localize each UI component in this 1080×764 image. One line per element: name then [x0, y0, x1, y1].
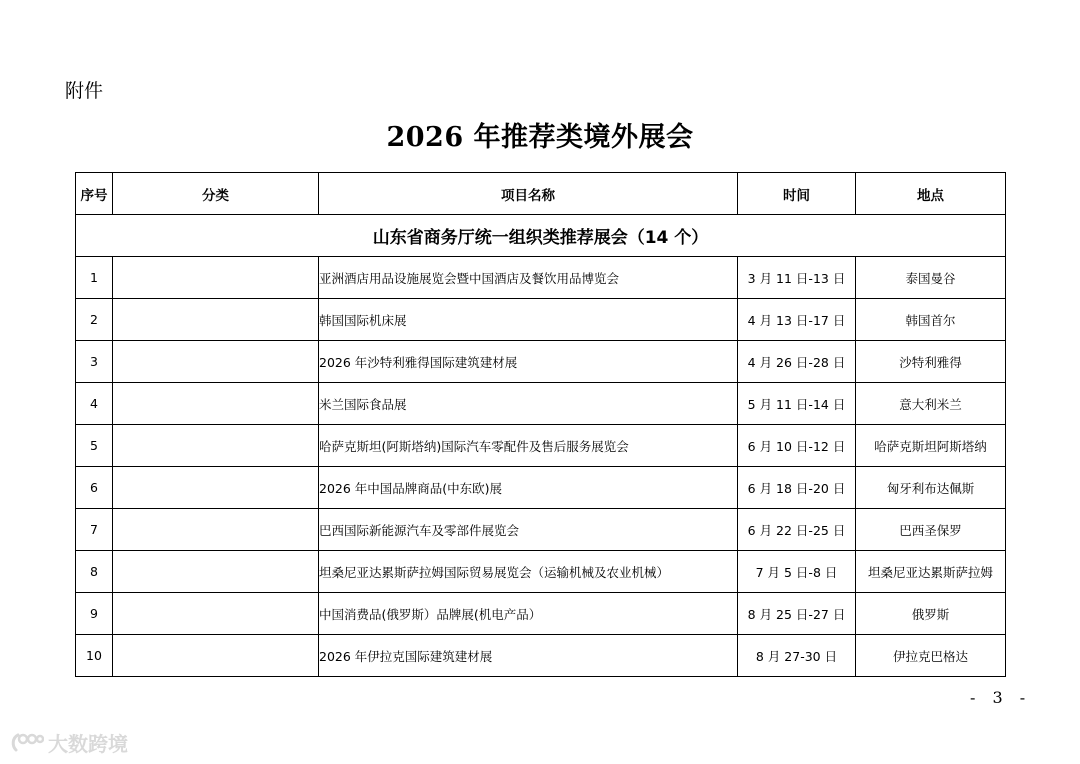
row-time: 6 月 18 日-20 日 — [738, 467, 856, 509]
table-row — [76, 551, 1006, 593]
row-place: 伊拉克巴格达 — [856, 635, 1006, 677]
table-row — [76, 509, 1006, 551]
section-title: 山东省商务厅统一组织类推荐展会（14 个） — [76, 215, 1006, 257]
row-time: 5 月 11 日-14 日 — [738, 383, 856, 425]
row-time: 3 月 11 日-13 日 — [738, 257, 856, 299]
row-place: 坦桑尼亚达累斯萨拉姆 — [856, 551, 1006, 593]
row-category — [113, 425, 319, 467]
row-category — [113, 593, 319, 635]
row-time: 8 月 27-30 日 — [738, 635, 856, 677]
row-place: 意大利米兰 — [856, 383, 1006, 425]
document-title: 2026 年推荐类境外展会 — [386, 122, 694, 153]
table-row — [76, 257, 1006, 299]
row-category — [113, 299, 319, 341]
row-project-name: 韩国国际机床展 — [319, 299, 738, 341]
header-no: 序号 — [76, 173, 113, 215]
row-number: 6 — [76, 467, 113, 509]
row-category — [113, 551, 319, 593]
row-number: 9 — [76, 593, 113, 635]
section-row — [76, 215, 1006, 257]
row-time: 6 月 22 日-25 日 — [738, 509, 856, 551]
row-number: 4 — [76, 383, 113, 425]
exhibition-table — [75, 172, 1006, 677]
row-place: 沙特利雅得 — [856, 341, 1006, 383]
header-time: 时间 — [738, 173, 856, 215]
header-place: 地点 — [856, 173, 1006, 215]
row-place: 韩国首尔 — [856, 299, 1006, 341]
row-project-name: 哈萨克斯坦(阿斯塔纳)国际汽车零配件及售后服务展览会 — [319, 425, 738, 467]
row-number: 2 — [76, 299, 113, 341]
row-place: 泰国曼谷 — [856, 257, 1006, 299]
row-number: 10 — [76, 635, 113, 677]
table-row — [76, 635, 1006, 677]
watermark — [10, 728, 128, 757]
row-project-name: 2026 年中国品牌商品(中东欧)展 — [319, 467, 738, 509]
header-name: 项目名称 — [319, 173, 738, 215]
row-category — [113, 383, 319, 425]
table-row — [76, 299, 1006, 341]
row-category — [113, 257, 319, 299]
row-place: 俄罗斯 — [856, 593, 1006, 635]
row-project-name: 坦桑尼亚达累斯萨拉姆国际贸易展览会（运输机械及农业机械） — [319, 551, 738, 593]
row-time: 4 月 13 日-17 日 — [738, 299, 856, 341]
table-row — [76, 467, 1006, 509]
row-time: 6 月 10 日-12 日 — [738, 425, 856, 467]
row-place: 哈萨克斯坦阿斯塔纳 — [856, 425, 1006, 467]
bigdata-logo-icon — [10, 730, 44, 756]
row-time: 8 月 25 日-27 日 — [738, 593, 856, 635]
row-project-name: 亚洲酒店用品设施展览会暨中国酒店及餐饮用品博览会 — [319, 257, 738, 299]
row-place: 巴西圣保罗 — [856, 509, 1006, 551]
row-category — [113, 509, 319, 551]
row-project-name: 巴西国际新能源汽车及零部件展览会 — [319, 509, 738, 551]
row-category — [113, 467, 319, 509]
row-number: 8 — [76, 551, 113, 593]
row-project-name: 2026 年伊拉克国际建筑建材展 — [319, 635, 738, 677]
row-category — [113, 635, 319, 677]
row-category — [113, 341, 319, 383]
row-project-name: 2026 年沙特利雅得国际建筑建材展 — [319, 341, 738, 383]
table-row — [76, 341, 1006, 383]
row-number: 7 — [76, 509, 113, 551]
row-project-name: 米兰国际食品展 — [319, 383, 738, 425]
table-row — [76, 425, 1006, 467]
header-category: 分类 — [113, 173, 319, 215]
row-number: 5 — [76, 425, 113, 467]
page-number: - 3 - — [970, 688, 1032, 707]
table-row — [76, 593, 1006, 635]
row-number: 3 — [76, 341, 113, 383]
table-header-row — [76, 173, 1006, 215]
row-place: 匈牙利布达佩斯 — [856, 467, 1006, 509]
table-row — [76, 383, 1006, 425]
attachment-label: 附件 — [65, 80, 104, 102]
row-project-name: 中国消费品(俄罗斯）品牌展(机电产品） — [319, 593, 738, 635]
row-number: 1 — [76, 257, 113, 299]
row-time: 4 月 26 日-28 日 — [738, 341, 856, 383]
watermark-text: 大数跨境 — [48, 732, 128, 756]
row-time: 7 月 5 日-8 日 — [738, 551, 856, 593]
